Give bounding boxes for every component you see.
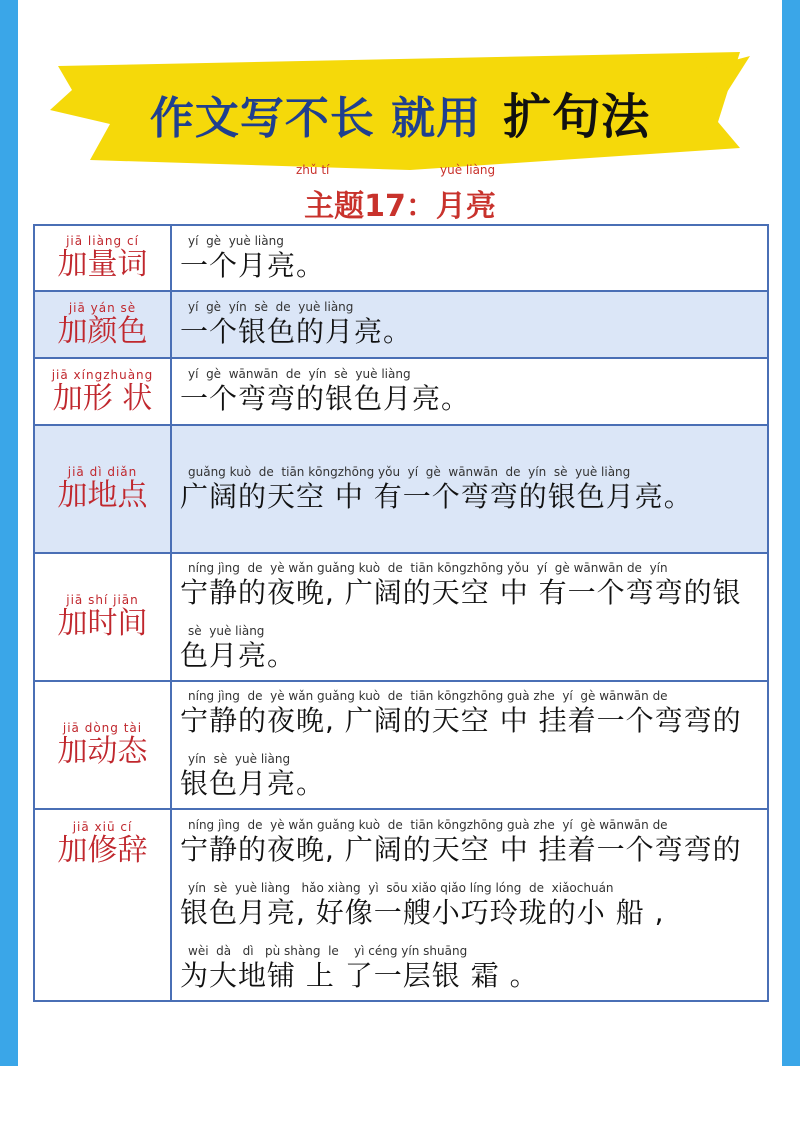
row-label-pinyin: jiā dì diǎn <box>67 465 138 479</box>
row-label-cell <box>34 809 171 1001</box>
row-content <box>171 291 768 358</box>
line-text: 一个银色的月亮。 <box>180 315 413 348</box>
row-content <box>171 358 768 425</box>
row-label-cell <box>34 291 171 358</box>
row-label-pinyin: jiā xiū cí <box>72 820 133 834</box>
line-text: 为大地铺 上 了一层银 霜 。 <box>180 958 539 992</box>
line-pinyin: yín sè yuè liàng hǎo xiàng yì sōu xiǎo qiǎo líng lóng de xiǎochuán <box>188 880 614 895</box>
table-row <box>34 553 768 681</box>
row-label: 加动态 <box>57 734 148 769</box>
subtitle-pinyin-1: zhǔ tí <box>296 163 330 177</box>
row-label-pinyin: jiā yán sè <box>68 300 137 315</box>
line-pinyin: guǎng kuò de tiān kōngzhōng yǒu yí gè wānwān de yín sè yuè liàng <box>188 464 631 479</box>
row-label-cell <box>34 425 171 553</box>
row-content <box>171 553 768 681</box>
expansion-table <box>33 224 769 1002</box>
line-pinyin: yí gè yín sè de yuè liàng <box>188 300 354 314</box>
row-content <box>171 681 768 809</box>
line-text: 色月亮。 <box>180 639 297 672</box>
subtitle-pinyin <box>0 163 800 179</box>
row-label: 加时间 <box>57 606 148 641</box>
row-label: 加修辞 <box>57 833 148 868</box>
line-pinyin: níng jìng de yè wǎn guǎng kuò de tiān kōngzhōng guà zhe yí gè wānwān de <box>188 817 668 832</box>
left-side-bar <box>0 0 18 1066</box>
row-content <box>171 809 768 1001</box>
line-pinyin: yí gè yuè liàng <box>188 233 284 248</box>
line-text: 宁静的夜晚, 广阔的天空 中 挂着一个弯弯的 <box>180 704 742 737</box>
line-pinyin: wèi dà dì pù shàng le yì céng yín shuāng <box>188 943 468 958</box>
row-label: 加量词 <box>57 247 148 282</box>
line-text: 银色月亮, 好像一艘小巧玲珑的小 船 , <box>180 895 665 929</box>
line-pinyin: níng jìng de yè wǎn guǎng kuò de tiān kōngzhōng guà zhe yí gè wānwān de <box>188 689 668 703</box>
table-row <box>34 809 768 1001</box>
line-text: 一个月亮。 <box>180 248 326 282</box>
page-title <box>0 78 800 147</box>
subtitle-block <box>0 163 800 225</box>
row-content <box>171 425 768 553</box>
line-text: 银色月亮。 <box>180 767 326 800</box>
line-pinyin: yín sè yuè liàng <box>188 752 291 766</box>
line-text: 宁静的夜晚, 广阔的天空 中 挂着一个弯弯的 <box>180 832 742 866</box>
line-pinyin: yí gè wānwān de yín sè yuè liàng <box>188 367 411 381</box>
row-label-cell <box>34 553 171 681</box>
subtitle-pinyin-2: yuè liàng <box>440 163 496 177</box>
line-text: 广阔的天空 中 有一个弯弯的银色月亮。 <box>180 479 693 513</box>
right-side-bar <box>782 0 800 1066</box>
table-row <box>34 358 768 425</box>
title-part-1: 作文写不长 就用 <box>149 93 482 144</box>
row-label-pinyin: jiā liàng cí <box>66 234 139 248</box>
table-row <box>34 681 768 809</box>
row-label-pinyin: jiā dòng tài <box>62 721 143 735</box>
row-label-cell <box>34 225 171 291</box>
row-label-pinyin: jiā shí jiān <box>66 593 139 607</box>
row-label: 加颜色 <box>57 313 148 349</box>
table-row <box>34 225 768 291</box>
row-label: 加地点 <box>57 478 148 513</box>
line-pinyin: sè yuè liàng <box>188 624 265 638</box>
row-label-cell <box>34 681 171 809</box>
line-text: 宁静的夜晚, 广阔的天空 中 有一个弯弯的银 <box>180 576 742 609</box>
subtitle: 主题17：月亮 <box>304 189 496 224</box>
title-part-2: 扩句法 <box>503 89 651 145</box>
row-label-pinyin: jiā xíngzhuàng <box>51 367 154 382</box>
row-content <box>171 225 768 291</box>
table-row <box>34 291 768 358</box>
table-row <box>34 425 768 553</box>
line-text: 一个弯弯的银色月亮。 <box>180 382 471 415</box>
row-label: 加形 状 <box>52 380 153 416</box>
line-pinyin: níng jìng de yè wǎn guǎng kuò de tiān kōngzhōng yǒu yí gè wānwān de yín <box>188 561 668 575</box>
row-label-cell <box>34 358 171 425</box>
